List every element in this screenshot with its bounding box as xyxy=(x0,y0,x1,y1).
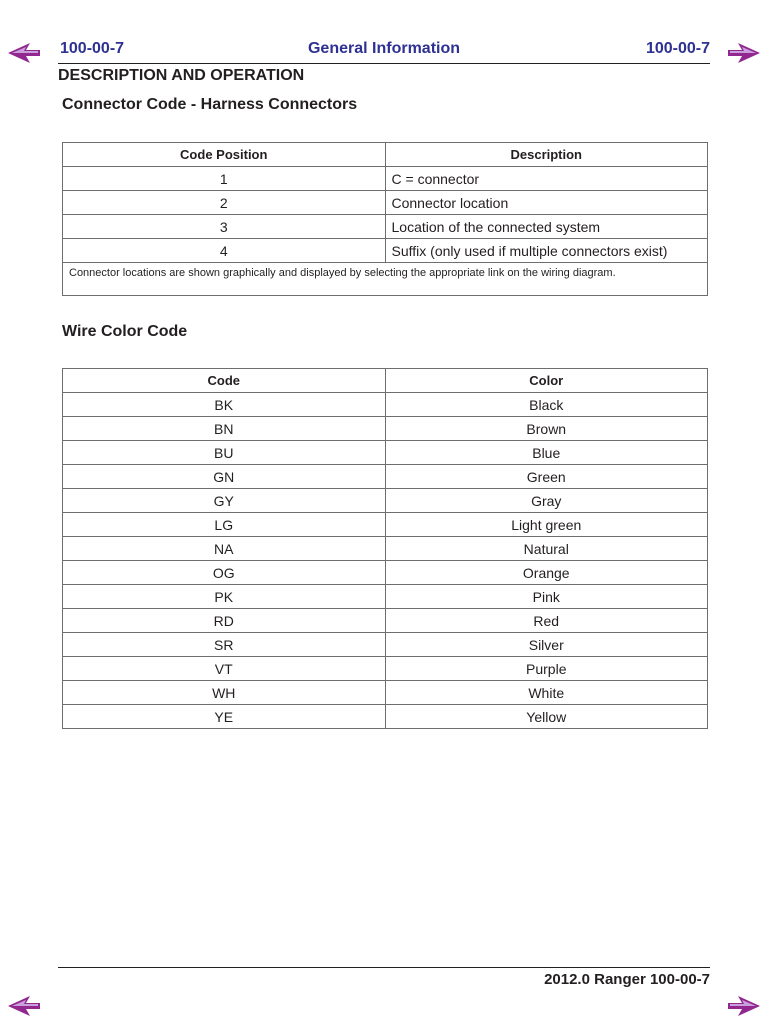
code-position-cell: 3 xyxy=(63,215,386,239)
wire-color-cell: Silver xyxy=(385,633,708,657)
table-row xyxy=(63,657,708,681)
wire-color-code-heading: Wire Color Code xyxy=(62,323,188,340)
table-row xyxy=(63,465,708,489)
table-row xyxy=(63,215,708,239)
wire-color-cell: Pink xyxy=(385,585,708,609)
table-row xyxy=(63,681,708,705)
table-row xyxy=(63,167,708,191)
column-header-color: Color xyxy=(385,369,708,393)
wire-code-cell: WH xyxy=(63,681,386,705)
wire-code-cell: RD xyxy=(63,609,386,633)
wire-code-cell: BU xyxy=(63,441,386,465)
wire-color-cell: Black xyxy=(385,393,708,417)
table-row xyxy=(63,585,708,609)
wire-color-cell: White xyxy=(385,681,708,705)
wire-color-cell: Red xyxy=(385,609,708,633)
code-position-cell: 2 xyxy=(63,191,386,215)
table-row xyxy=(63,633,708,657)
section-title: DESCRIPTION AND OPERATION xyxy=(58,67,305,84)
wire-code-cell: BK xyxy=(63,393,386,417)
table-row xyxy=(63,705,708,729)
wire-code-cell: YE xyxy=(63,705,386,729)
wire-code-cell: BN xyxy=(63,417,386,441)
wire-color-cell: Brown xyxy=(385,417,708,441)
table-note-row xyxy=(63,263,708,296)
wire-code-cell: PK xyxy=(63,585,386,609)
wire-color-cell: Gray xyxy=(385,489,708,513)
wire-color-cell: Orange xyxy=(385,561,708,585)
wire-color-cell: Green xyxy=(385,465,708,489)
table-row xyxy=(63,561,708,585)
table-header-row xyxy=(63,369,708,393)
code-position-cell: 1 xyxy=(63,167,386,191)
table-note: Connector locations are shown graphically and displayed by selecting the appropriate link on the wiring diagram. xyxy=(63,263,708,296)
wire-code-cell: LG xyxy=(63,513,386,537)
wire-code-cell: GN xyxy=(63,465,386,489)
column-header-code: Code xyxy=(63,369,386,393)
table-row xyxy=(63,393,708,417)
wire-code-cell: OG xyxy=(63,561,386,585)
description-cell: C = connector xyxy=(385,167,708,191)
connector-code-heading: Connector Code - Harness Connectors xyxy=(62,96,358,113)
table-row xyxy=(63,191,708,215)
table-row xyxy=(63,609,708,633)
table-row xyxy=(63,239,708,263)
wire-color-cell: Light green xyxy=(385,513,708,537)
description-cell: Suffix (only used if multiple connectors exist) xyxy=(385,239,708,263)
description-cell: Location of the connected system xyxy=(385,215,708,239)
table-row xyxy=(63,537,708,561)
wire-color-cell: Natural xyxy=(385,537,708,561)
wire-color-cell: Purple xyxy=(385,657,708,681)
page-number-left: 100-00-7 xyxy=(60,40,125,57)
page-footer: 2012.0 Ranger 100-00-7 xyxy=(544,971,710,988)
page-number-right: 100-00-7 xyxy=(645,40,710,57)
column-header-code-position: Code Position xyxy=(63,143,386,167)
footer-divider xyxy=(58,967,710,968)
column-header-description: Description xyxy=(385,143,708,167)
wire-color-cell: Yellow xyxy=(385,705,708,729)
wire-code-cell: SR xyxy=(63,633,386,657)
wire-color-cell: Blue xyxy=(385,441,708,465)
header-divider xyxy=(58,63,710,64)
table-row xyxy=(63,417,708,441)
table-row xyxy=(63,489,708,513)
previous-page-arrow-icon[interactable] xyxy=(8,996,40,1016)
wire-color-table xyxy=(62,368,708,729)
wire-code-cell: VT xyxy=(63,657,386,681)
wire-code-cell: NA xyxy=(63,537,386,561)
description-cell: Connector location xyxy=(385,191,708,215)
connector-code-table xyxy=(62,142,708,296)
wire-code-cell: GY xyxy=(63,489,386,513)
next-page-arrow-icon[interactable] xyxy=(728,996,760,1016)
page-header-title: General Information xyxy=(307,40,461,57)
table-row xyxy=(63,513,708,537)
table-row xyxy=(63,441,708,465)
code-position-cell: 4 xyxy=(63,239,386,263)
table-header-row xyxy=(63,143,708,167)
